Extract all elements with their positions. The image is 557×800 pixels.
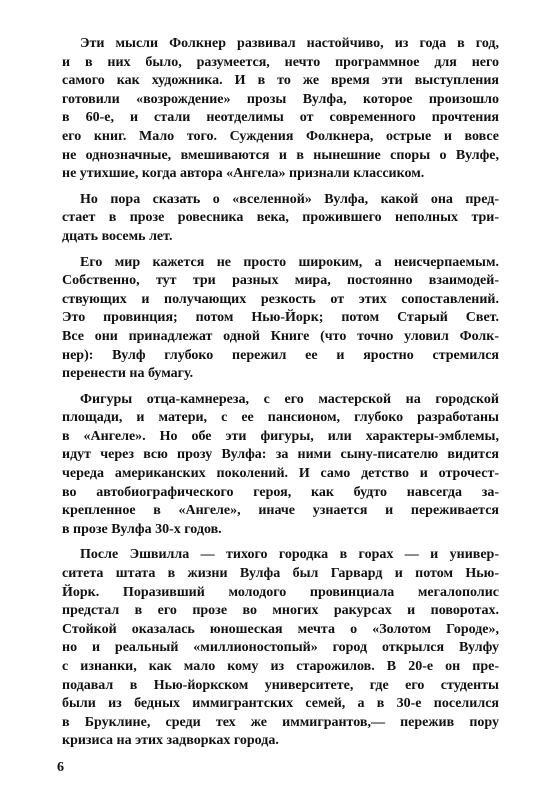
text-line: с изнанки, как мало кому из старожилов. В 20-е он пре- (62, 659, 499, 674)
text-line: площади, и матери, с ее пансионом, глубоко разработаны (62, 410, 499, 426)
text-line: в прозе Вулфа 30-х годов. (62, 521, 222, 537)
text-line: череда американских поколений. И само детство и отрочест- (62, 466, 499, 482)
text-line: не утихшие, когда автора «Ангела» признали классиком. (62, 166, 425, 182)
text-line: но и реальный «миллионостопый» город открылся Вулфу (62, 640, 499, 656)
paragraph-2 (62, 191, 499, 247)
text-line: Фигуры отца-камнереза, с его мастерской на городской (80, 391, 499, 407)
text-line: кризиса на этих задворках города. (62, 733, 279, 749)
text-line: стает в прозе ровесника века, прожившего неполных три- (62, 210, 499, 226)
text-line: и в них было, разумеется, нечто программное для него (62, 54, 499, 70)
text-line: подавал в Нью-йоркском университете, где его студенты (62, 677, 499, 693)
paragraph-3 (62, 254, 499, 384)
text-line: во автобиографического героя, как будто навсегда за- (62, 484, 499, 500)
text-line: ствующих и получающих резкость от этих сопоставлений. (62, 291, 499, 307)
text-line: Но пора сказать о «вселенной» Вулфа, какой она пред- (80, 191, 499, 207)
text-line: нер): Вулф глубоко пережил ее и яростно стремился (62, 347, 499, 363)
text-line: предстал в его прозе во многих ракурсах и поворотах. (62, 603, 499, 619)
text-line: не однозначные, вмешиваются и в нынешние споры о Вулфе, (62, 147, 499, 163)
text-line: идут через всю прозу Вулфа: за ними сыну-писателю видится (62, 447, 499, 463)
text-line: Собственно, тут три разных мира, постоянно взаимодей- (62, 273, 499, 289)
paragraph-5 (62, 546, 499, 751)
text-line: в 60-е, и стали неотделимы от современного прочтения (62, 110, 499, 126)
text-line: дцать восемь лет. (62, 228, 173, 244)
text-line: в Бруклине, среди тех же иммигрантов,— пережив пору (62, 714, 499, 730)
text-line: После Эшвилла — тихого городка в горах — и универ- (80, 547, 499, 563)
text-line: Йорк. Поразивший молодого провинциала мегалополис (62, 584, 499, 600)
text-line: готовили «возрождение» прозы Вулфа, которое произошло (62, 91, 499, 107)
text-line: Это провинция; потом Нью-Йорк; потом Старый Свет. (62, 310, 499, 326)
text-line: крепленное в «Ангеле», иначе узнается и переживается (62, 503, 499, 519)
paragraph-4 (62, 391, 499, 540)
text-line: Все они принадлежат одной Книге (что точно уловил Фолк- (62, 328, 499, 344)
paragraph-1 (62, 35, 499, 184)
text-line: были из бедных иммигрантских семей, а в 30-е поселился (62, 696, 499, 712)
text-line: в «Ангеле». Но обе эти фигуры, или характеры-эмблемы, (62, 428, 499, 444)
page-number: 6 (57, 760, 64, 775)
text-line: ситета штата в жизни Вулфа был Гарвард и потом Нью- (62, 566, 499, 582)
text-line: самого как художника. И в то же время эти выступления (62, 73, 499, 89)
text-line: его книг. Мало того. Суждения Фолкнера, острые и вовсе (62, 128, 499, 144)
text-line: Его мир кажется не просто широким, а неисчерпаемым. (80, 254, 499, 270)
text-line: Эти мысли Фолкнер развивал настойчиво, из года в год, (80, 36, 499, 51)
text-line: перенести на бумагу. (62, 366, 194, 382)
text-line: Стойкой оказалась юношеская мечта о «Золотом Городе», (62, 621, 499, 637)
body-text (62, 35, 499, 751)
